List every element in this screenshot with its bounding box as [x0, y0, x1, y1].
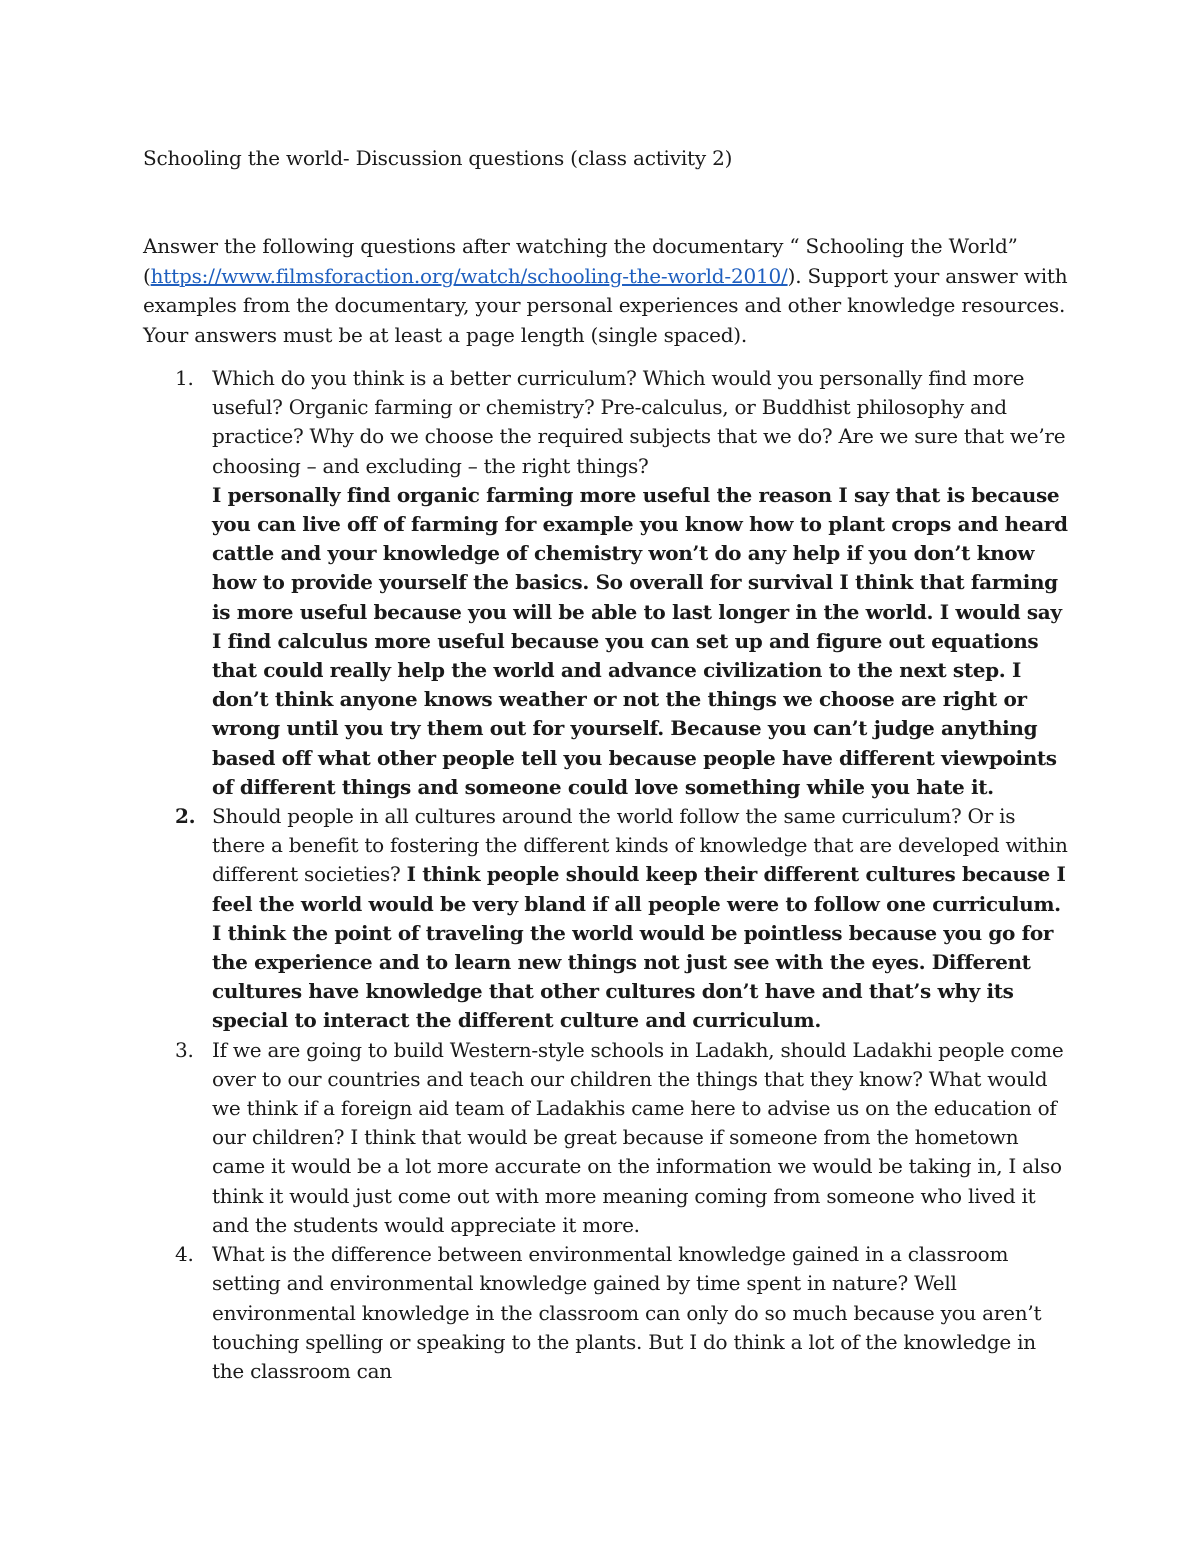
answer-text: I think people should keep their different cultures because I feel the world would be very bland if all people were to follow one curriculum. I think the point of traveling the world would be pointless because you go for the experience and to learn new things not just see with the eyes. Different cultures have knowledge that other cultures don’t have and that’s why its special to interact the different culture and curriculum. — [212, 862, 1066, 1033]
document-title: Schooling the world- Discussion questions (class activity 2) — [143, 146, 733, 170]
question-text: Which do you think is a better curriculum? Which would you personally find more useful? Organic farming or chemistry? Pre-calculus, or Buddhist philosophy and practice? Why do we choose the required subjects that we do? Are we sure that we’re choosing – and excluding – the right things? — [212, 366, 1066, 478]
answer-text: I personally find organic farming more useful the reason I say that is because you can live off of farming for example you know how to plant crops and heard cattle and your knowledge of chemistry won’t do any help if you don’t know how to provide yourself the basics. So overall for survival I think that farming is more useful because you will be able to last longer in the world. I would say I find calculus more useful because you can set up and figure out equations that could really help the world and advance civilization to the next step. I don’t think anyone knows weather or not the things we choose are right or wrong until you try them out for yourself. Because you can’t judge anything based off what other people tell you because people have different viewpoints of different things and someone could love something while you hate it. — [212, 482, 1068, 799]
question-list — [143, 364, 1073, 1386]
question-item-1 — [143, 364, 1073, 802]
documentary-link[interactable]: https://www.filmsforaction.org/watch/schooling-the-world-2010/ — [150, 263, 788, 288]
question-text: Should people in all cultures around the world follow the same curriculum? Or is there a benefit to fostering the different kinds of knowledge that are developed within different societies? — [212, 804, 1068, 887]
question-text: If we are going to build Western-style schools in Ladakh, should Ladakhi people come over to our countries and teach our children the things that they know? What would we think if a foreign aid team of Ladakhis came here to advise us on the education of our children? — [212, 1037, 1064, 1150]
answer-text: I think that would be great because if someone from the hometown came it would be a lot more accurate on the information we would be taking in, I also think it would just come out with more meaning coming from someone who lived it and the students would appreciate it more. — [212, 1125, 1062, 1237]
question-number: 4. — [175, 1242, 194, 1267]
instructions-paragraph — [143, 232, 1073, 350]
question-number: 2. — [175, 804, 196, 829]
question-item-3 — [143, 1036, 1073, 1240]
instructions-text-end: ). Support your answer with examples from the documentary, your personal experiences and other knowledge resources. Your answers must be at least a page length (single spaced). — [143, 263, 1068, 347]
answer-text: Well environmental knowledge in the classroom can only do so much because you aren’t touching spelling or speaking to the plants. But I do think a lot of the knowledge in the classroom can — [212, 1271, 1042, 1383]
question-item-4 — [143, 1240, 1073, 1386]
question-text: What is the difference between environmental knowledge gained in a classroom setting and environmental knowledge gained by time spent in nature? — [212, 1242, 1009, 1296]
instructions-text-start: Answer the following questions after watching the documentary “ Schooling the World” ( — [143, 234, 1018, 288]
question-number: 3. — [175, 1037, 194, 1062]
question-number: 1. — [175, 366, 194, 390]
question-item-2 — [143, 802, 1073, 1036]
